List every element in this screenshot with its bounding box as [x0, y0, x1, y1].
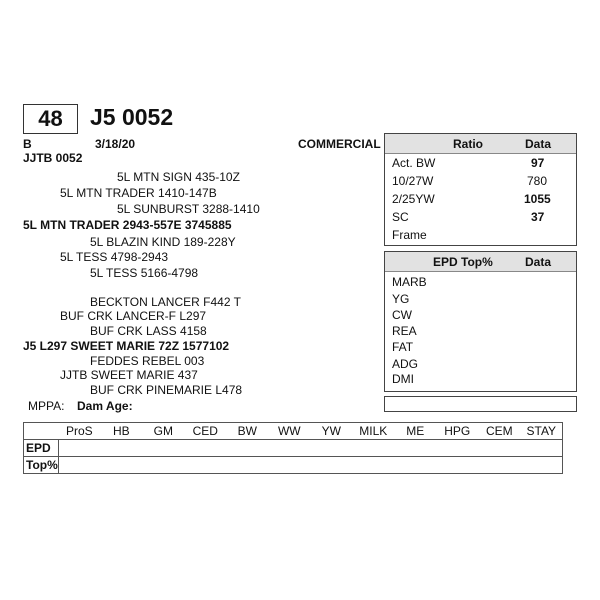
epd-table [23, 422, 563, 474]
carcass-label: ADG [392, 357, 419, 371]
pedigree-sire-dam-sire: 5L BLAZIN KIND 189-228Y [90, 235, 236, 249]
epd-top-header: EPD Top% [433, 255, 493, 269]
carcass-label: REA [392, 324, 417, 338]
data-header: Data [525, 137, 552, 151]
carcass-label: MARB [392, 275, 427, 289]
col-header: YW [310, 423, 352, 440]
carcass-label: DMI [392, 372, 414, 386]
perf-label: 10/27W [392, 174, 434, 188]
pedigree-dam-sire-dam: BUF CRK LASS 4158 [90, 324, 207, 338]
pedigree-dam-dam: JJTB SWEET MARIE 437 [60, 368, 198, 382]
top-pct-row-cells [58, 457, 563, 474]
performance-header [385, 134, 576, 154]
perf-data: 97 [531, 156, 545, 170]
col-header: CEM [478, 423, 520, 440]
pedigree-sire: 5L MTN TRADER 2943-557E 3745885 [23, 218, 232, 232]
carcass-label: YG [392, 292, 410, 306]
pedigree-sire-sire-dam: 5L SUNBURST 3288-1410 [117, 202, 260, 216]
perf-label: SC [392, 210, 409, 224]
carcass-label: CW [392, 308, 412, 322]
perf-label: Act. BW [392, 156, 436, 170]
col-header: GM [142, 423, 184, 440]
carcass-label: FAT [392, 340, 414, 354]
ratio-header: Ratio [453, 137, 483, 151]
carcass-header [385, 252, 576, 272]
tattoo: JJTB 0052 [23, 151, 83, 165]
perf-label: 2/25YW [392, 192, 435, 206]
perf-data: 1055 [524, 192, 551, 206]
breed-code: B [23, 137, 32, 151]
col-header: ProS [58, 423, 100, 440]
pedigree-sire-dam-dam: 5L TESS 5166-4798 [90, 266, 199, 280]
epd-header-row [24, 423, 563, 440]
mppa-label: MPPA: [28, 399, 65, 413]
animal-id: J5 0052 [90, 104, 174, 130]
pedigree-dam-dam-dam: BUF CRK PINEMARIE L478 [90, 383, 243, 397]
col-header: BW [226, 423, 268, 440]
perf-data: 780 [527, 174, 548, 188]
perf-data: 37 [531, 210, 545, 224]
col-header: WW [268, 423, 310, 440]
category: COMMERCIAL [298, 137, 381, 151]
perf-label: Frame [392, 228, 427, 242]
carcass-data-header: Data [525, 255, 552, 269]
pedigree-dam-sire: BUF CRK LANCER-F L297 [60, 309, 207, 323]
col-header: MILK [352, 423, 394, 440]
corner-cell [24, 423, 59, 440]
epd-row-cells [58, 440, 563, 457]
carcass-panel [384, 251, 577, 392]
top-pct-row [24, 457, 563, 474]
col-header: HPG [436, 423, 478, 440]
col-header: STAY [520, 423, 563, 440]
pedigree-dam-dam-sire: FEDDES REBEL 003 [90, 354, 205, 368]
row-label: EPD [24, 440, 59, 457]
pedigree-dam: J5 L297 SWEET MARIE 72Z 1577102 [23, 339, 230, 353]
blank-box [384, 396, 577, 412]
pedigree-sire-sire: 5L MTN TRADER 1410-147B [60, 186, 217, 200]
performance-panel [384, 133, 577, 246]
col-header: CED [184, 423, 226, 440]
col-header: HB [100, 423, 142, 440]
birth-date: 3/18/20 [95, 137, 136, 151]
epd-row [24, 440, 563, 457]
dam-age-label: Dam Age: [77, 399, 133, 413]
pedigree-sire-sire-sire: 5L MTN SIGN 435-10Z [117, 170, 240, 184]
lot-number: 48 [23, 104, 78, 134]
pedigree-sire-dam: 5L TESS 4798-2943 [60, 250, 169, 264]
pedigree-dam-sire-sire: BECKTON LANCER F442 T [90, 295, 241, 309]
col-header: ME [394, 423, 436, 440]
row-label: Top% [24, 457, 59, 474]
